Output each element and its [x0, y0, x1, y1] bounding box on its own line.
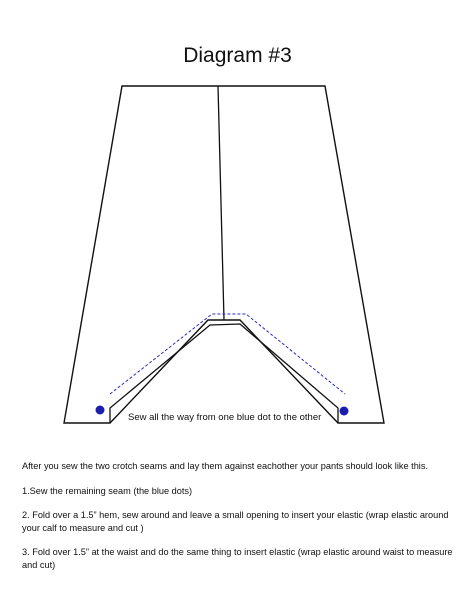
- instruction-step-3: 3. Fold over 1.5” at the waist and do the same thing to insert elastic (wrap elastic around waist to measure and cut): [22, 547, 453, 570]
- crotch-inner-line: [110, 324, 338, 423]
- pants-outline: [64, 86, 384, 423]
- right-blue-dot: [340, 407, 349, 416]
- instruction-step-1: 1.Sew the remaining seam (the blue dots): [22, 485, 193, 496]
- diagram-label: Sew all the way from one blue dot to the other: [128, 412, 322, 423]
- diagram-title: Diagram #3: [183, 44, 292, 67]
- stitch-line: [110, 314, 345, 394]
- left-blue-dot: [96, 406, 105, 415]
- center-seam: [218, 86, 224, 320]
- instruction-step-2: 2. Fold over a 1.5” hem, sew around and leave a small opening to insert your elastic (wrap elastic around your calf to measure and cut ): [22, 510, 449, 533]
- instructions: [22, 460, 458, 583]
- instructions-intro: After you sew the two crotch seams and lay them against eachother your pants should look like this.: [22, 461, 428, 471]
